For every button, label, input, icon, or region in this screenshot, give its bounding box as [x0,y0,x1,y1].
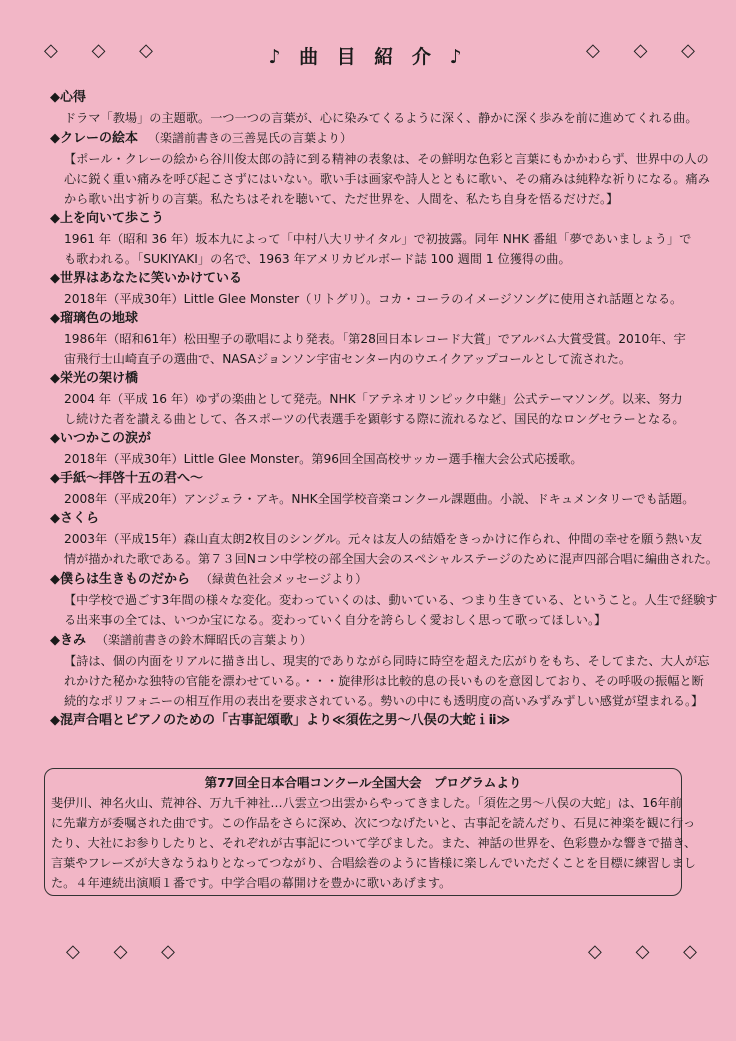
song-entry [50,569,718,630]
description-line: 2018年（平成30年）Little Glee Monster。第96回全国高校サッカー選手権大会公式応援歌。 [64,452,583,466]
song-entry [50,711,700,731]
song-title-text: ◆上を向いて歩こう [50,211,164,226]
song-description [50,529,718,569]
song-title-text: ◆瑠璃色の地球 [50,311,138,326]
song-title-text: ◆混声合唱とピアノのための「古事記頌歌」より≪須佐之男～八俣の大蛇ｉⅱ≫ [50,713,511,728]
song-title-text: ◆さくら [50,511,99,526]
song-entry [50,509,718,569]
song-source-note: （楽譜前書きの三善晃氏の言葉より） [148,131,353,145]
song-title-text: ◆クレーの絵本 [50,131,138,146]
song-title [50,429,700,449]
description-line: し続けた者を讃える曲として、各スポーツの代表選手を顕彰する際に流れるなど、国民的なロングセラーとなる。 [64,412,685,426]
description-line: る出来事の全ては、いつか宝になる。変わっていく自分を誇らしく愛おしく思って歌ってほしい。】 [64,613,607,627]
box-line: 斐伊川、神名火山、荒神谷、万九千神社…八雲立つ出雲からやってきました。「須佐之男～八俣の大蛇」は、16年前 [51,796,682,810]
description-line: 情が描かれた歌である。第７３回Nコン中学校の部全国大会のスペシャルステージのために混声四部合唱に編曲された。 [64,552,718,566]
description-line: 1961 年（昭和 36 年）坂本九によって「中村八大リサイタル」で初披露。同年 NHK 番組「夢であいましょう」で [64,232,692,246]
description-line: も歌われる。「SUKIYAKI」の名で、1963 年アメリカビルボード誌 100 週間 1 位獲得の曲。 [64,252,571,266]
song-entry [50,469,700,509]
box-line: に先輩方が委嘱された曲です。この作品をさらに深め、次につなげたいと、古事記を読んだり、石見に神楽を観に行っ [51,816,696,830]
song-title [50,509,700,529]
song-title [50,309,700,329]
song-title [50,369,700,389]
description-line: 2018年（平成30年）Little Glee Monster（リトグリ）。コカ・コーラのイメージソングに使用され話題となる。 [64,292,683,306]
song-description [50,329,700,369]
song-entry [50,269,700,309]
box-line: たり、大社にお参りしたりと、それぞれが古事記について学びました。また、神話の世界を、色彩豊かな響きで描き、 [51,836,697,850]
page-title: ♪ 曲 目 紹 介 ♪ [268,46,468,68]
description-line: 2008年（平成20年）アンジェラ・アキ。NHK全国学校音楽コンクール課題曲。小説、ドキュメンタリーでも話題。 [64,492,695,506]
song-title-text: ◆世界はあなたに笑いかけている [50,271,242,286]
description-line: れかけた秘かな独特の官能を漂わせている。・・・旋律形は比較的息の長いものを意図しており、その呼吸の振幅と断 [64,674,704,688]
description-line: 【中学校で過ごす3年間の様々な変化。変わっていくのは、動いている、つまり生きている、ということ。人生で経験す [64,593,718,607]
song-title [50,569,700,590]
song-title [50,88,700,108]
song-entry [50,429,700,469]
song-title-text: ◆栄光の架け橋 [50,371,138,386]
song-entry [50,630,710,711]
description-line: 2004 年（平成 16 年）ゆずの楽曲として発売。NHK「アテネオリンピック中継」公式テーマソング。以来、努力 [64,392,683,406]
song-entry [50,128,710,209]
song-title [50,269,700,289]
diamond-ornament-bottom-left: ◇ ◇ ◇ [66,941,189,962]
song-title [50,128,700,149]
song-description [50,108,700,128]
description-line: 続的なポリフォニーの相互作用の表出を要求されている。勢いの中にも透明度の高いみずみずしい感覚が望まれる。】 [64,694,704,708]
song-entry [50,88,700,128]
description-line: 心に鋭く重い痛みを呼び起こさずにはいない。歌い手は画家や詩人とともに歌い、その痛みは純粋な祈りになる。痛み [64,172,710,186]
song-description [50,229,700,269]
song-title-text: ◆心得 [50,90,86,105]
box-body [51,793,697,893]
song-entry [50,369,700,429]
diamond-ornament-top-left: ◇ ◇ ◇ [44,40,167,61]
song-description [50,289,700,309]
song-description [50,389,700,429]
description-line: ドラマ「教場」の主題歌。一つ一つの言葉が、心に染みてくるように深く、静かに深く歩みを前に進めてくれる曲。 [64,111,698,125]
program-excerpt-box [44,768,697,896]
song-title [50,630,700,651]
song-source-note: （楽譜前書きの鈴木輝昭氏の言葉より） [96,633,313,647]
song-title-text: ◆きみ [50,633,86,648]
song-description [50,149,710,209]
song-title-text: ◆手紙～拝啓十五の君へ～ [50,471,203,486]
song-title-text: ◆いつかこの涙が [50,431,151,446]
description-line: から歌い出す祈りの言葉。私たちはそれを聴いて、ただ世界を、人間を、私たち自身を悟るだけだ。】 [64,192,619,206]
song-source-note: （緑黄色社会メッセージより） [200,572,368,586]
diamond-ornament-bottom-right: ◇ ◇ ◇ [588,941,711,962]
song-list [50,88,718,731]
description-line: 2003年（平成15年）森山直太朗2枚目のシングル。元々は友人の結婚をきっかけに作られ、仲間の幸せを願う熱い友 [64,532,703,546]
description-line: 1986年（昭和61年）松田聖子の歌唱により発表。「第28回日本レコード大賞」でアルバム大賞受賞。2010年、宇 [64,332,686,346]
song-title [50,711,700,731]
song-title [50,209,700,229]
song-entry [50,209,700,269]
song-description [50,449,700,469]
box-line: 言葉やフレーズが大きなうねりとなってつながり、合唱絵巻のように皆様に楽しんでいただくことを目標に練習しまし [51,856,696,870]
box-line: た。４年連続出演順１番です。中学合唱の幕開けを豊かに歌いあげます。 [51,876,452,890]
song-description [50,489,700,509]
description-line: 【詩は、個の内面をリアルに描き出し、現実的でありながら同時に時空を超えた広がりをもち、そしてまた、大人が忘 [64,654,710,668]
song-entry [50,309,700,369]
song-description [50,651,710,711]
song-title [50,469,700,489]
song-description [50,590,718,630]
box-title: 第77回全日本合唱コンクール全国大会 プログラムより [204,775,522,790]
diamond-ornament-top-right: ◇ ◇ ◇ [586,40,709,61]
description-line: 宙飛行士山崎直子の選曲で、NASAジョンソン宇宙センター内のウエイクアップコールとして流された。 [64,352,632,366]
description-line: 【ポール・クレーの絵から谷川俊太郎の詩に到る精神の表象は、その鮮明な色彩と言葉にもかかわらず、世界中の人の [64,152,709,166]
song-title-text: ◆僕らは生きものだから [50,572,190,587]
